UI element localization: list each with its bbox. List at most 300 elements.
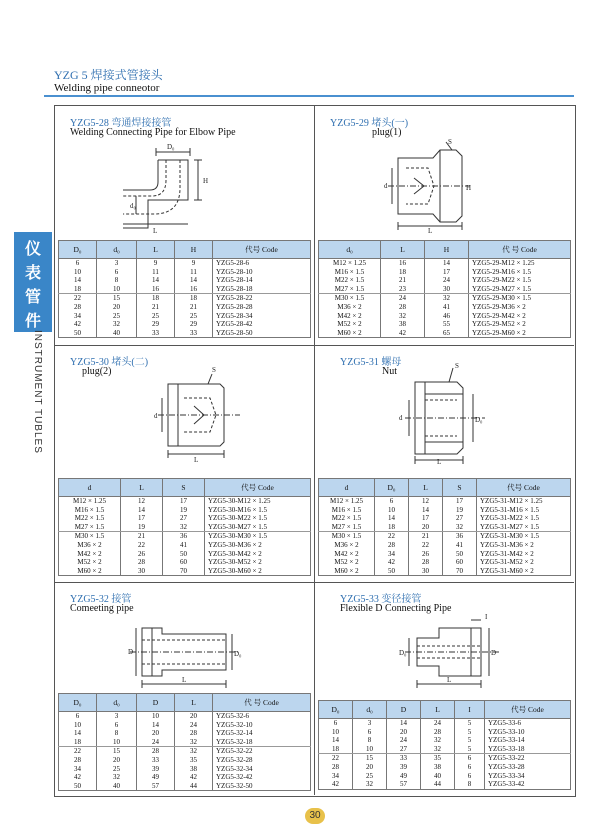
- dim-label: D₀: [167, 143, 175, 151]
- table-cell: 22: [319, 754, 353, 763]
- table-cell: M36 × 2: [319, 541, 375, 550]
- table-cell: 9: [137, 259, 175, 268]
- table-cell: 18: [137, 294, 175, 303]
- table-cell: 22: [59, 747, 97, 756]
- table-cell: 27: [387, 745, 421, 754]
- spec-table-yzg5-32: [58, 693, 311, 791]
- table-cell: YZG5-32-18: [213, 738, 311, 747]
- table-cell: YZG5-30-M52 × 2: [205, 558, 311, 567]
- table-cell: 34: [375, 550, 409, 559]
- table-cell: 24: [381, 294, 425, 303]
- table-cell: 20: [97, 303, 137, 312]
- table-cell: M30 × 1.5: [59, 532, 121, 541]
- table-cell: 14: [59, 729, 97, 738]
- section-subtitle-yzg5-28: Welding Connecting Pipe for Elbow Pipe: [70, 127, 236, 138]
- table-cell: YZG5-32-50: [213, 782, 311, 791]
- table-cell: 15: [353, 754, 387, 763]
- column-header: d: [319, 479, 375, 497]
- dim-label: I: [485, 613, 488, 621]
- table-row: [319, 736, 571, 745]
- dim-label: d: [384, 182, 388, 190]
- column-header: 代号 Code: [485, 701, 571, 719]
- section-title-yzg5-30: YZG5-30 堵头(二): [70, 357, 149, 368]
- table-cell: YZG5-30-M27 × 1.5: [205, 523, 311, 532]
- table-cell: 42: [175, 773, 213, 782]
- table-row: [59, 747, 311, 756]
- table-cell: 42: [319, 780, 353, 789]
- page-subtitle: Welding pipe conneotor: [54, 82, 160, 94]
- table-cell: 11: [175, 268, 213, 277]
- table-row: [319, 329, 571, 338]
- table-cell: YZG5-28-18: [213, 285, 311, 294]
- table-row: [59, 729, 311, 738]
- table-cell: 6: [97, 268, 137, 277]
- table-row: [59, 497, 311, 506]
- table-cell: M16 × 1.5: [319, 506, 375, 515]
- table-cell: YZG5-28-22: [213, 294, 311, 303]
- dim-label: L: [153, 227, 158, 235]
- table-cell: 32: [97, 320, 137, 329]
- table-cell: 28: [137, 747, 175, 756]
- table-cell: 44: [421, 780, 455, 789]
- spec-table-yzg5-33: [318, 700, 571, 790]
- table-row: [59, 712, 311, 721]
- table-cell: 10: [137, 712, 175, 721]
- table-cell: 28: [421, 728, 455, 737]
- table-cell: 24: [175, 721, 213, 730]
- dim-label: L: [447, 676, 452, 684]
- dim-label: L: [437, 458, 442, 465]
- column-header: S: [163, 479, 205, 497]
- column-header: L: [421, 701, 455, 719]
- table-cell: YZG5-32-6: [213, 712, 311, 721]
- table-cell: M27 × 1.5: [319, 523, 375, 532]
- table-cell: 42: [59, 320, 97, 329]
- table-cell: 17: [443, 497, 477, 506]
- drawing-nut: [395, 360, 495, 465]
- spec-table-yzg5-29: [318, 240, 571, 338]
- table-cell: M60 × 2: [319, 567, 375, 576]
- table-cell: 24: [425, 276, 469, 285]
- table-row: [59, 532, 311, 541]
- table-cell: YZG5-33-34: [485, 772, 571, 781]
- table-cell: YZG5-33-22: [485, 754, 571, 763]
- column-header: d₀: [353, 701, 387, 719]
- table-cell: 17: [121, 514, 163, 523]
- table-cell: 10: [319, 728, 353, 737]
- table-cell: 16: [175, 285, 213, 294]
- table-cell: 55: [425, 320, 469, 329]
- table-cell: M42 × 2: [319, 312, 381, 321]
- table-cell: 49: [137, 773, 175, 782]
- table-row: [319, 745, 571, 754]
- dim-label: d: [399, 414, 403, 422]
- table-row: [59, 738, 311, 747]
- table-cell: 42: [381, 329, 425, 338]
- table-cell: 14: [175, 276, 213, 285]
- table-cell: M22 × 1.5: [59, 514, 121, 523]
- table-cell: 10: [59, 268, 97, 277]
- table-cell: 34: [59, 765, 97, 774]
- table-cell: M27 × 1.5: [59, 523, 121, 532]
- grid-divider-horizontal: [54, 582, 574, 583]
- table-cell: 40: [421, 772, 455, 781]
- header-rule: [44, 95, 574, 97]
- table-cell: YZG5-29-M42 × 2: [469, 312, 571, 321]
- table-cell: M12 × 1.25: [319, 497, 375, 506]
- column-header: S: [443, 479, 477, 497]
- table-cell: 8: [97, 276, 137, 285]
- grid-divider-horizontal: [54, 345, 574, 346]
- table-cell: 32: [425, 294, 469, 303]
- table-cell: YZG5-31-M36 × 2: [477, 541, 571, 550]
- table-cell: 11: [137, 268, 175, 277]
- table-row: [319, 772, 571, 781]
- table-row: [59, 303, 311, 312]
- table-cell: 6: [97, 721, 137, 730]
- section-subtitle-yzg5-33: Flexible D Connecting Pipe: [340, 603, 452, 614]
- table-cell: 38: [175, 765, 213, 774]
- table-cell: 25: [137, 312, 175, 321]
- table-row: [319, 719, 571, 728]
- table-cell: YZG5-31-M16 × 1.5: [477, 506, 571, 515]
- column-header: L: [409, 479, 443, 497]
- table-cell: 10: [59, 721, 97, 730]
- table-cell: 30: [425, 285, 469, 294]
- side-char: 表: [24, 265, 41, 282]
- table-cell: YZG5-28-14: [213, 276, 311, 285]
- table-cell: 18: [381, 268, 425, 277]
- table-cell: YZG5-33-10: [485, 728, 571, 737]
- table-cell: 46: [425, 312, 469, 321]
- table-cell: 22: [121, 541, 163, 550]
- table-cell: 21: [409, 532, 443, 541]
- table-cell: 32: [97, 773, 137, 782]
- dim-label: S: [455, 362, 459, 370]
- table-cell: M60 × 2: [319, 329, 381, 338]
- table-cell: YZG5-30-M42 × 2: [205, 550, 311, 559]
- table-row: [59, 514, 311, 523]
- table-cell: 32: [175, 747, 213, 756]
- table-cell: YZG5-32-14: [213, 729, 311, 738]
- table-row: [319, 541, 571, 550]
- table-cell: 50: [375, 567, 409, 576]
- table-cell: 14: [137, 721, 175, 730]
- section-title-yzg5-31: YZG5-31 螺母: [340, 357, 402, 368]
- table-cell: 49: [387, 772, 421, 781]
- table-cell: 26: [409, 550, 443, 559]
- table-cell: 38: [421, 763, 455, 772]
- table-cell: M30 × 1.5: [319, 532, 375, 541]
- table-row: [319, 506, 571, 515]
- table-cell: YZG5-30-M12 × 1.25: [205, 497, 311, 506]
- table-cell: 10: [97, 738, 137, 747]
- table-cell: 32: [443, 523, 477, 532]
- table-cell: 9: [175, 259, 213, 268]
- table-row: [319, 259, 571, 268]
- table-cell: 27: [163, 514, 205, 523]
- table-cell: 32: [421, 736, 455, 745]
- table-cell: 33: [137, 756, 175, 765]
- table-row: [319, 497, 571, 506]
- table-cell: YZG5-28-6: [213, 259, 311, 268]
- table-cell: 42: [375, 558, 409, 567]
- table-cell: M52 × 2: [319, 558, 375, 567]
- table-row: [319, 312, 571, 321]
- drawing-plug-2: [150, 362, 250, 462]
- table-cell: 21: [381, 276, 425, 285]
- table-row: [319, 268, 571, 277]
- dim-label: D: [491, 649, 497, 657]
- dim-label: S: [448, 138, 452, 146]
- table-cell: 35: [421, 754, 455, 763]
- section-title-yzg5-28: YZG5-28 弯通焊接接管: [70, 118, 172, 129]
- table-row: [59, 773, 311, 782]
- table-row: [319, 780, 571, 789]
- table-cell: 21: [137, 303, 175, 312]
- table-row: [319, 303, 571, 312]
- section-title-yzg5-32: YZG5-32 接管: [70, 594, 132, 605]
- table-cell: 21: [121, 532, 163, 541]
- column-header: D₀: [375, 479, 409, 497]
- table-cell: 50: [59, 782, 97, 791]
- table-row: [319, 567, 571, 576]
- table-row: [59, 782, 311, 791]
- table-cell: 30: [409, 567, 443, 576]
- table-cell: YZG5-32-28: [213, 756, 311, 765]
- dim-label: H: [203, 177, 209, 185]
- table-row: [59, 550, 311, 559]
- table-cell: 16: [381, 259, 425, 268]
- table-cell: M42 × 2: [319, 550, 375, 559]
- table-cell: 40: [97, 329, 137, 338]
- table-cell: 36: [163, 532, 205, 541]
- table-cell: 18: [59, 738, 97, 747]
- table-cell: YZG5-28-42: [213, 320, 311, 329]
- table-cell: YZG5-29-M22 × 1.5: [469, 276, 571, 285]
- table-cell: M22 × 1.5: [319, 514, 375, 523]
- table-cell: 40: [97, 782, 137, 791]
- table-cell: M36 × 2: [319, 303, 381, 312]
- table-cell: 65: [425, 329, 469, 338]
- dim-label: d₀: [130, 202, 136, 210]
- table-cell: 6: [375, 497, 409, 506]
- page-title: YZG 5 焊接式管接头: [54, 68, 163, 82]
- column-header: 代 号 Code: [213, 694, 311, 712]
- column-header: L: [121, 479, 163, 497]
- table-cell: M52 × 2: [59, 558, 121, 567]
- table-cell: 22: [59, 294, 97, 303]
- table-row: [59, 567, 311, 576]
- table-cell: 32: [175, 738, 213, 747]
- table-cell: 5: [455, 736, 485, 745]
- spec-table-yzg5-31: [318, 478, 571, 576]
- table-cell: 6: [455, 763, 485, 772]
- table-cell: YZG5-30-M30 × 1.5: [205, 532, 311, 541]
- table-row: [59, 756, 311, 765]
- column-header: L: [381, 241, 425, 259]
- column-header: L: [175, 694, 213, 712]
- table-cell: 32: [421, 745, 455, 754]
- table-cell: 30: [121, 567, 163, 576]
- table-cell: YZG5-30-M36 × 2: [205, 541, 311, 550]
- table-cell: YZG5-29-M16 × 1.5: [469, 268, 571, 277]
- dim-label: D₀: [399, 649, 407, 657]
- table-cell: 35: [175, 756, 213, 765]
- table-cell: 19: [121, 523, 163, 532]
- table-cell: 41: [443, 541, 477, 550]
- dim-label: H: [466, 184, 472, 192]
- table-cell: M52 × 2: [319, 320, 381, 329]
- table-cell: 22: [409, 541, 443, 550]
- table-cell: 32: [381, 312, 425, 321]
- table-cell: M22 × 1.5: [319, 276, 381, 285]
- table-cell: 33: [137, 329, 175, 338]
- table-cell: 6: [59, 712, 97, 721]
- table-cell: YZG5-29-M30 × 1.5: [469, 294, 571, 303]
- table-cell: M30 × 1.5: [319, 294, 381, 303]
- table-row: [59, 294, 311, 303]
- table-cell: 29: [175, 320, 213, 329]
- table-row: [319, 276, 571, 285]
- column-header: I: [455, 701, 485, 719]
- table-cell: 5: [455, 719, 485, 728]
- table-cell: 28: [409, 558, 443, 567]
- section-subtitle-yzg5-29: plug(1): [372, 127, 402, 138]
- side-english-label: INSTRUMENT TUBLES: [32, 330, 43, 454]
- table-cell: 39: [387, 763, 421, 772]
- table-row: [319, 514, 571, 523]
- table-row: [59, 285, 311, 294]
- table-cell: YZG5-28-34: [213, 312, 311, 321]
- table-row: [59, 541, 311, 550]
- table-cell: 24: [421, 719, 455, 728]
- table-cell: 28: [175, 729, 213, 738]
- table-cell: YZG5-31-M22 × 1.5: [477, 514, 571, 523]
- grid-divider-vertical: [314, 105, 315, 795]
- column-header: d: [59, 479, 121, 497]
- table-cell: 36: [443, 532, 477, 541]
- table-cell: 41: [163, 541, 205, 550]
- column-header: d₀: [319, 241, 381, 259]
- table-cell: 6: [455, 772, 485, 781]
- table-row: [59, 320, 311, 329]
- table-cell: 19: [163, 506, 205, 515]
- table-row: [59, 523, 311, 532]
- table-cell: YZG5-30-M22 × 1.5: [205, 514, 311, 523]
- table-cell: 60: [443, 558, 477, 567]
- table-cell: YZG5-29-M27 × 1.5: [469, 285, 571, 294]
- table-cell: 10: [375, 506, 409, 515]
- table-cell: 8: [353, 736, 387, 745]
- column-header: H: [425, 241, 469, 259]
- table-cell: 25: [353, 772, 387, 781]
- table-cell: YZG5-29-M36 × 2: [469, 303, 571, 312]
- table-row: [59, 276, 311, 285]
- column-header: L: [137, 241, 175, 259]
- table-cell: 10: [353, 745, 387, 754]
- table-cell: 28: [59, 303, 97, 312]
- table-cell: 15: [97, 747, 137, 756]
- table-row: [59, 765, 311, 774]
- side-char: 管: [24, 289, 41, 306]
- column-header: D₀: [59, 694, 97, 712]
- table-cell: YZG5-28-50: [213, 329, 311, 338]
- table-cell: 14: [121, 506, 163, 515]
- table-cell: YZG5-28-28: [213, 303, 311, 312]
- table-cell: M42 × 2: [59, 550, 121, 559]
- table-cell: 18: [175, 294, 213, 303]
- table-cell: 18: [319, 745, 353, 754]
- table-cell: 28: [319, 763, 353, 772]
- table-cell: YZG5-31-M60 × 2: [477, 567, 571, 576]
- dim-label: d: [154, 412, 158, 420]
- table-row: [59, 721, 311, 730]
- table-row: [59, 329, 311, 338]
- table-row: [319, 558, 571, 567]
- table-cell: YZG5-31-M52 × 2: [477, 558, 571, 567]
- table-cell: M16 × 1.5: [319, 268, 381, 277]
- table-row: [319, 320, 571, 329]
- table-cell: 19: [443, 506, 477, 515]
- table-cell: YZG5-33-28: [485, 763, 571, 772]
- table-cell: 60: [163, 558, 205, 567]
- table-cell: 6: [455, 754, 485, 763]
- column-header: d₀: [97, 241, 137, 259]
- column-header: d₀: [97, 694, 137, 712]
- table-cell: 70: [163, 567, 205, 576]
- table-cell: 20: [137, 729, 175, 738]
- table-cell: 41: [425, 303, 469, 312]
- table-cell: M12 × 1.25: [59, 497, 121, 506]
- table-cell: 57: [137, 782, 175, 791]
- table-cell: 17: [425, 268, 469, 277]
- table-cell: 8: [455, 780, 485, 789]
- dim-label: L: [194, 456, 199, 462]
- section-title-yzg5-29: YZG5-29 堵头(一): [330, 118, 409, 129]
- table-cell: 25: [97, 765, 137, 774]
- table-cell: 24: [387, 736, 421, 745]
- table-cell: 18: [59, 285, 97, 294]
- table-cell: M36 × 2: [59, 541, 121, 550]
- table-cell: 33: [175, 329, 213, 338]
- table-row: [319, 532, 571, 541]
- table-cell: 6: [59, 259, 97, 268]
- table-cell: 28: [59, 756, 97, 765]
- table-cell: YZG5-32-34: [213, 765, 311, 774]
- table-cell: 24: [137, 738, 175, 747]
- table-cell: YZG5-31-M12 × 1.25: [477, 497, 571, 506]
- column-header: 代号 Code: [213, 241, 311, 259]
- column-header: D: [387, 701, 421, 719]
- table-cell: YZG5-31-M42 × 2: [477, 550, 571, 559]
- table-cell: 14: [375, 514, 409, 523]
- section-subtitle-yzg5-30: plug(2): [82, 366, 112, 377]
- table-cell: 25: [97, 312, 137, 321]
- table-cell: 20: [387, 728, 421, 737]
- spec-table-yzg5-28: [58, 240, 311, 338]
- table-cell: 12: [121, 497, 163, 506]
- table-cell: 14: [425, 259, 469, 268]
- table-cell: 22: [375, 532, 409, 541]
- table-cell: 27: [443, 514, 477, 523]
- section-title-yzg5-33: YZG5-33 变径接管: [340, 594, 422, 605]
- dim-label: D: [128, 648, 134, 656]
- column-header: 代 号 Code: [469, 241, 571, 259]
- table-cell: M60 × 2: [59, 567, 121, 576]
- table-cell: 50: [443, 550, 477, 559]
- table-cell: M16 × 1.5: [59, 506, 121, 515]
